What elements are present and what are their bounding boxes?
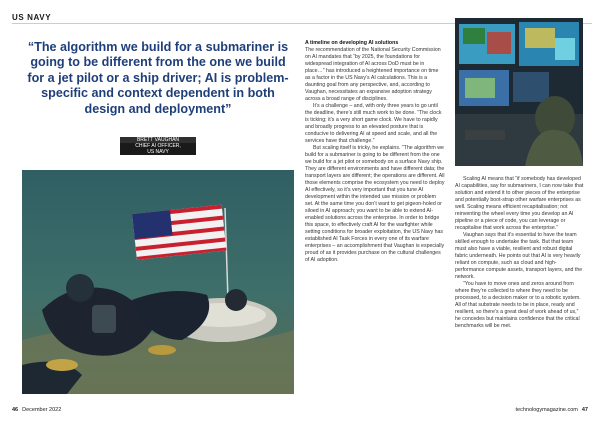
- underwater-divers-photo: [22, 170, 294, 394]
- paragraph: Scaling AI means that “if somebody has developed AI capabilities, say for submariners, I can now take that solution and extend it to other pieces of the enterprise and potentially boot-strap other warfare enterprises as well. Scaling means efficient recapitalisation; not reinventing the wheel every time you develop an AI pipeline or a piece of code, you can leverage or recapitalise that work across the enterprise.”: [455, 176, 584, 231]
- pull-quote: “The algorithm we build for a submariner is going to be different from the one we build for a jet pilot or a ship driver; AI is problem-specific and context dependent in both design and deployment”: [27, 40, 289, 116]
- paragraph: It’s a challenge – and, with only three years to go until the deadline, there’s still much work to be done. “The clock is ticking; it’s a very short game clock. We have to rapidly and broadly progress to an elevated posture that is conducive to delivering AI at speed and scale, and all the services have that challenge.”: [305, 103, 442, 144]
- attribution-org: US NAVY: [120, 149, 196, 155]
- article-subheading: A timeline on developing AI solutions: [305, 40, 399, 46]
- article-column-middle: [305, 40, 445, 395]
- paragraph: But scaling itself is tricky, he explains. “The algorithm we build for a submariner is going to be different from the one we build for a jet pilot or somebody on a surface Navy ship. They are different environments and have different data; the transport layers are different; the operations are different. All those elements comprise the ecosystem you need to deploy AI effectively, so it’s very important that you tune AI development within the intended use mission or problem set. At the same time you don’t want to get pigeon-holed or siloed in AI approach; you want to be able to extend AI-enabled solutions across the enterprise. In order to bridge this space, to effectively craft AI for the warfighter while setting conditions for broader exploitation, the US Navy has established AI Task Forces in every one of its warfare enterprises – an accomplishment that Vaughan is especially proud of as it provides purchase on the cultural challenges of AI adoption.: [305, 145, 445, 263]
- folio-right: [516, 407, 589, 413]
- control-room-photo: [455, 18, 583, 166]
- attribution-role: CHIEF AI OFFICER,: [120, 143, 196, 149]
- paragraph: Vaughan says that it’s essential to have the team skilled enough to undertake the task. But that team must also have a viable, resilient and robust digital fabric underneath. He points out that AI is very heavily reliant on compute, such as cloud and high-performance compute assets, transport layers, and the network.: [455, 232, 583, 280]
- article-column-right: [455, 176, 585, 396]
- folio-left: [12, 407, 61, 413]
- attribution-name: BRETT VAUGHAN: [120, 137, 196, 143]
- page-number-left: 46: [12, 407, 19, 413]
- quote-attribution: [120, 137, 196, 155]
- section-tag: US NAVY: [12, 13, 52, 22]
- issue-date: December 2022: [22, 407, 62, 413]
- paragraph: The recommendation of the National Security Commission on AI mandates that “by 2025, the foundations for widespread integration of AI across DoD must be in place…” has introduced a heightened importance on time as a factor in the US Navy’s AI calculations. This is a daunting goal from any perspective, and, according to Vaughan, necessitates an expansive adoption strategy across a broad range of disciplines.: [305, 47, 441, 102]
- page-number-right: 47: [581, 407, 588, 413]
- paragraph: “You have to move ones and zeros around from where they’re collected to where they need to be processed, to a decision maker or to a robotic system. All of that substrate needs to be in place, ready and resilient, so there’s a great deal of work ahead of us,” he concedes but maintains confidence that the critical benchmarks will be met.: [455, 281, 581, 329]
- site-name: technologymagazine.com: [515, 407, 578, 413]
